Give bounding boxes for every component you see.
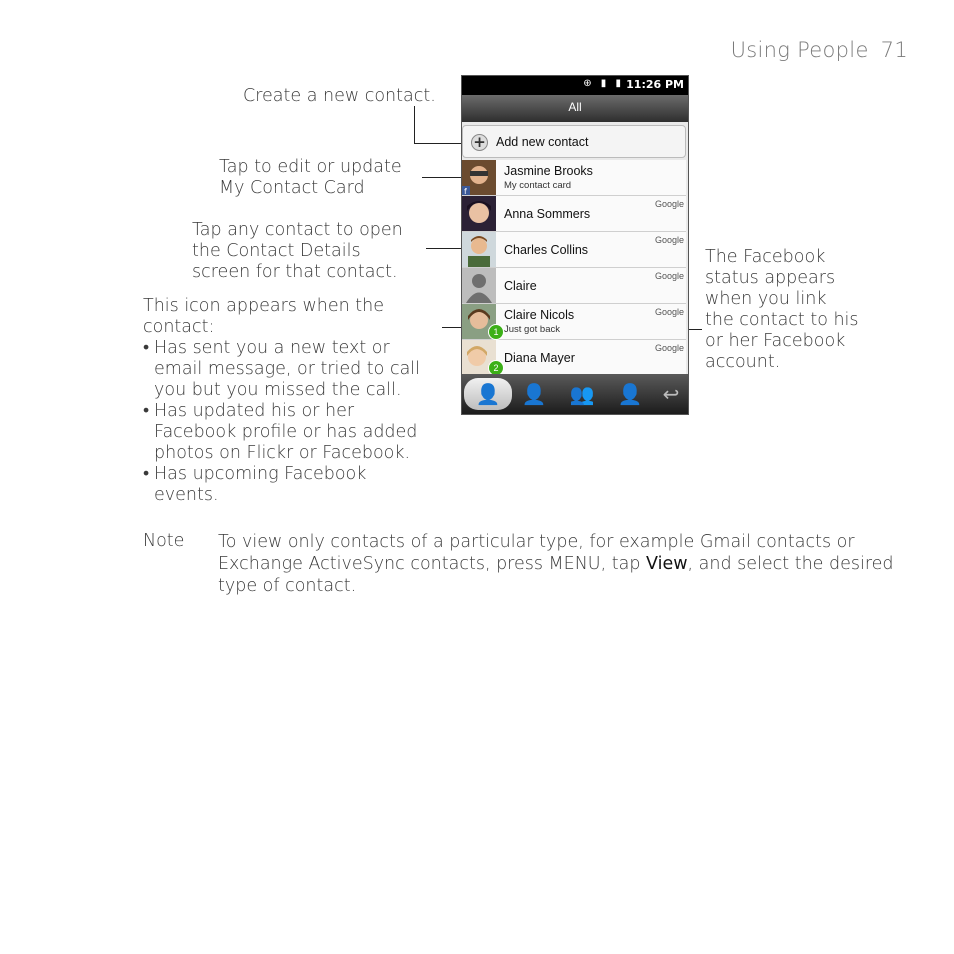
contact-source: Google [654,307,684,317]
callout-facebook-line: the contact to his [705,310,859,330]
callout-facebook-line: account. [705,352,781,372]
callout-facebook-line: status appears [705,268,836,288]
callout-edit-contact-card [219,157,402,199]
contact-row[interactable] [462,232,686,268]
contact-source: Google [654,271,684,281]
bullet-line: you but you missed the call. [154,380,402,400]
tab-groups-icon[interactable]: 👥 [569,382,595,406]
leader-line-tap [426,248,466,249]
bullet-item [143,338,443,401]
bullet-line: photos on Flickr or Facebook. [154,443,411,463]
tab-favorites-icon[interactable]: 👤 [521,382,547,406]
bullet-item [143,401,443,464]
notification-badge: 1 [488,324,504,340]
facebook-status-text: Just got back [504,324,560,335]
callout-icon-intro-1: This icon appears when the [143,296,385,316]
callout-tap-line-2: the Contact Details [192,241,361,261]
contact-source: Google [654,199,684,209]
note-text-bold: View [646,554,688,574]
status-icons: ⊕ ▮ ▮ [583,78,624,89]
notification-badge: 2 [488,360,504,376]
tab-online-directory-icon[interactable]: 👤 [617,382,643,406]
contact-source: Google [654,343,684,353]
bullet-item [143,464,443,506]
callout-edit-line-2: My Contact Card [219,178,365,198]
callout-create-contact: Create a new contact. [243,86,436,106]
contact-row[interactable] [462,268,686,304]
callout-tap-line-3: screen for that contact. [192,262,398,282]
add-new-contact-button[interactable] [462,125,686,158]
bullet-line: events. [154,485,219,505]
status-time: 11:26 PM [626,78,684,91]
add-new-contact-label: Add new contact [496,135,589,149]
note-text-after: , and select the desired type of contact. [218,554,894,596]
callout-icon-explanation [143,296,443,506]
phone-screen [461,75,689,415]
contact-row[interactable] [462,196,686,232]
contact-row[interactable] [462,340,686,375]
contact-name: Jasmine Brooks [504,164,593,178]
contact-name: Diana Mayer [504,351,575,365]
callout-tap-contact [192,220,403,283]
bullet-line: email message, or tried to call [154,359,421,379]
callout-facebook-line: The Facebook [705,247,826,267]
page-header [731,38,908,62]
page-number: 71 [880,38,908,62]
contact-name: Claire Nicols [504,308,575,322]
plus-icon: + [471,134,488,151]
tab-all-people-icon[interactable]: 👤 [464,378,512,410]
note-text-before: To view only contacts of a particular type, for example Gmail contacts or Exchange ActiveSync contacts, press MENU, tap [218,532,855,574]
callout-facebook-status [705,247,859,373]
callout-icon-bullets [143,338,443,506]
note-label: Note [143,531,185,551]
bottom-tab-bar [462,374,688,414]
contact-photo-avatar [462,160,496,195]
contacts-title-bar: All [462,95,688,122]
contact-photo-avatar [462,232,496,267]
section-title: Using People [730,38,869,62]
default-contact-icon [462,268,496,303]
note-text [218,531,898,597]
callout-edit-line-1: Tap to edit or update [219,157,402,177]
svg-text:f: f [464,187,467,195]
contact-row[interactable] [462,304,686,340]
status-bar [462,76,688,95]
bullet-line: • Has sent you a new text or [154,338,390,358]
leader-line-edit [422,177,464,178]
contact-source: Google [654,235,684,245]
leader-line-create-vertical [414,106,415,143]
contact-name: Charles Collins [504,243,589,257]
callout-tap-line-1: Tap any contact to open [192,220,403,240]
bullet-line: • Has updated his or her [154,401,355,421]
contact-photo-avatar [462,196,496,231]
callout-facebook-line: when you link [705,289,827,309]
callout-icon-intro-2: contact: [143,317,215,337]
contact-name: Claire [504,279,537,293]
contact-subtitle: My contact card [504,180,572,191]
bullet-line: • Has upcoming Facebook [154,464,367,484]
contact-name: Anna Sommers [504,207,591,221]
callout-facebook-line: or her Facebook [705,331,846,351]
bullet-line: Facebook profile or has added [154,422,418,442]
tab-call-history-icon[interactable]: ↩ [662,382,680,406]
contact-row-my-card[interactable] [462,160,686,196]
